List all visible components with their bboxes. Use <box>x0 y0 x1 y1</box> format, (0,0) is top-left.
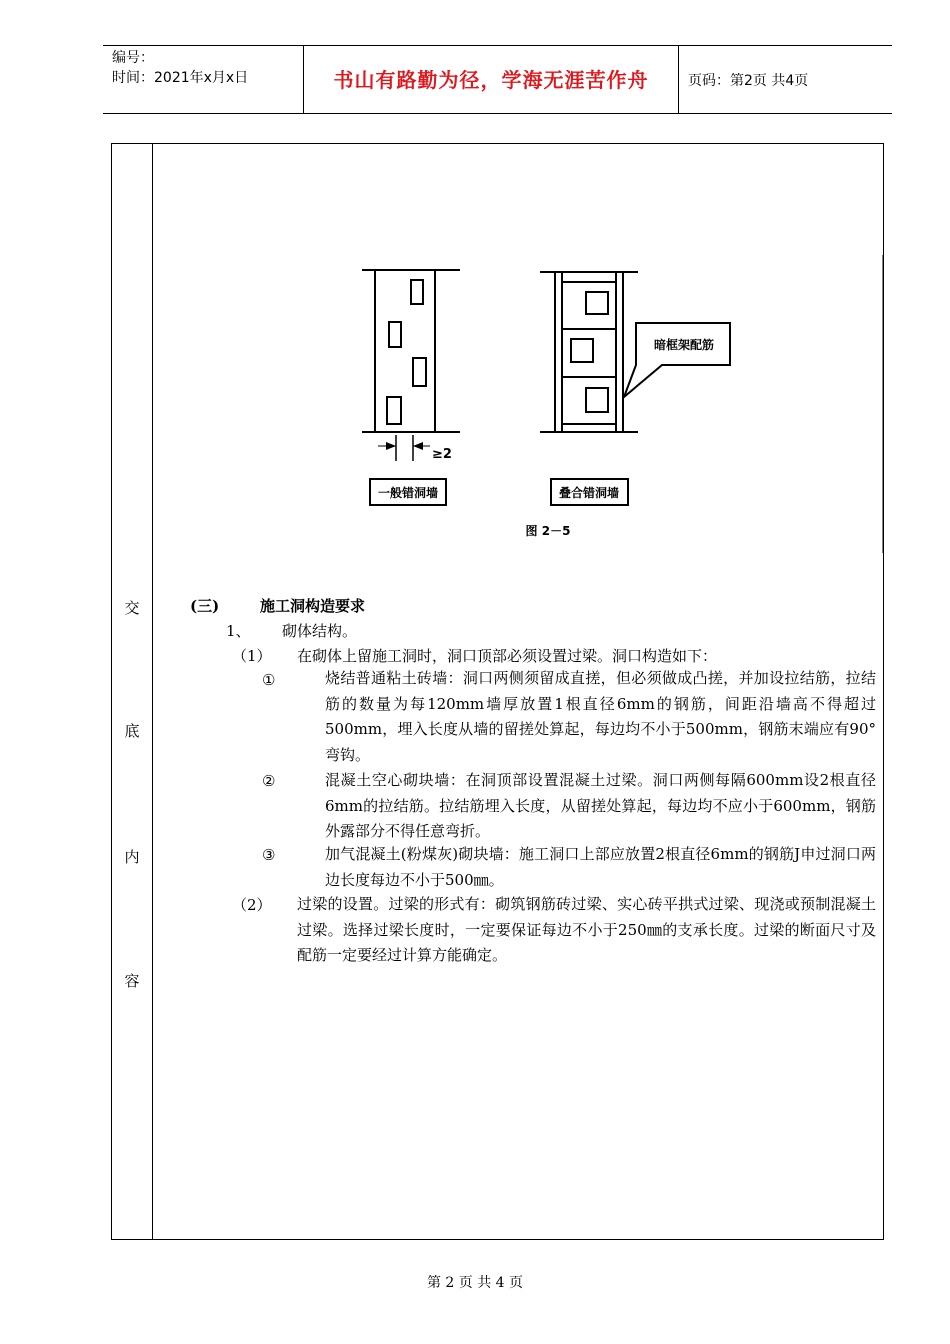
side-label-char-4: 容 <box>124 972 140 990</box>
clause-2-text: 混凝土空心砌块墙：在洞顶部设置混凝土过梁。洞口两侧每隔600mm设2根直径6mm的拉结筋。拉结筋埋入长度，从留搓处算起，每边均不应小于600mm，钢筋外露部分不得任意弯折。 <box>325 771 876 840</box>
item-text: 砌体结构。 <box>282 622 358 640</box>
opening-rect <box>387 397 401 424</box>
left-caption: 一般错洞墙 <box>377 486 439 500</box>
opening-rect <box>571 339 593 362</box>
opening-rect <box>586 388 608 412</box>
dim-label: ≥2 <box>432 447 452 462</box>
right-caption: 叠合错洞墙 <box>558 486 620 500</box>
paragraph-2-number: （2） <box>232 896 272 914</box>
header-divider-1 <box>303 45 304 114</box>
item-number: 1、 <box>226 622 251 640</box>
header-meta <box>112 48 248 88</box>
paragraph-1-text: 在砌体上留施工洞时，洞口顶部必须设置过梁。洞口构造如下： <box>297 647 718 665</box>
paragraph-1-number: （1） <box>232 647 272 665</box>
header-top-rule <box>103 45 892 46</box>
clause-1-number: ① <box>262 671 276 689</box>
side-label-char-1: 交 <box>124 599 140 617</box>
table-column-divider <box>152 143 153 1240</box>
opening-rect <box>411 280 423 304</box>
header-bottom-rule <box>103 113 892 114</box>
opening-rect <box>413 358 426 386</box>
page-footer: 第 2 页 共 4 页 <box>426 1275 524 1291</box>
section-number: (三) <box>190 597 220 615</box>
clause-3-number: ③ <box>262 846 276 864</box>
header-page-label: 页码：第2页 共4页 <box>688 73 809 89</box>
opening-rect <box>389 322 401 347</box>
clause-2-number: ② <box>262 772 276 790</box>
doc-number-label: 编号： <box>112 50 154 66</box>
callout-box <box>624 323 730 397</box>
figure-title: 图 2－5 <box>525 524 571 538</box>
opening-rect <box>586 292 608 314</box>
section-heading: 施工洞构造要求 <box>260 597 366 615</box>
header-motto: 书山有路勤为径，学海无涯苦作舟 <box>333 68 649 92</box>
side-label-char-2: 底 <box>124 722 140 740</box>
clause-3-text: 加气混凝土(粉煤灰)砌块墙：施工洞口上部应放置2根直径6mm的钢筋J申过洞口两边长度每边不小于500㎜。 <box>325 845 876 889</box>
right-wall-diagram <box>540 272 638 432</box>
header-divider-2 <box>678 45 679 114</box>
paragraph-2-text: 过梁的设置。过梁的形式有：砌筑钢筋砖过梁、实心砖平拱式过梁、现浇或预制混凝土过梁。选择过梁长度时，一定要保证每边不小于250㎜的支承长度。过梁的断面尺寸及配筋一定要经过计算方能确定。 <box>297 895 876 964</box>
clause-1-text: 烧结普通粘土砖墙：洞口两侧须留成直搓，但必须做成凸搓，并加设拉结筋，拉结筋的数量为每120mm墙厚放置1根直径6mm的钢筋，间距沿墙高不得超过500mm，埋入长度从墙的留搓处算起，每边均不小于500mm，钢筋末端应有90°弯钩。 <box>325 669 876 764</box>
side-label-char-3: 内 <box>124 848 140 866</box>
doc-time-label: 时间：2021年x月x日 <box>112 70 249 86</box>
wall-openings-figure <box>340 255 885 555</box>
left-wall-diagram <box>362 270 460 461</box>
callout-label: 暗框架配筋 <box>653 338 715 352</box>
